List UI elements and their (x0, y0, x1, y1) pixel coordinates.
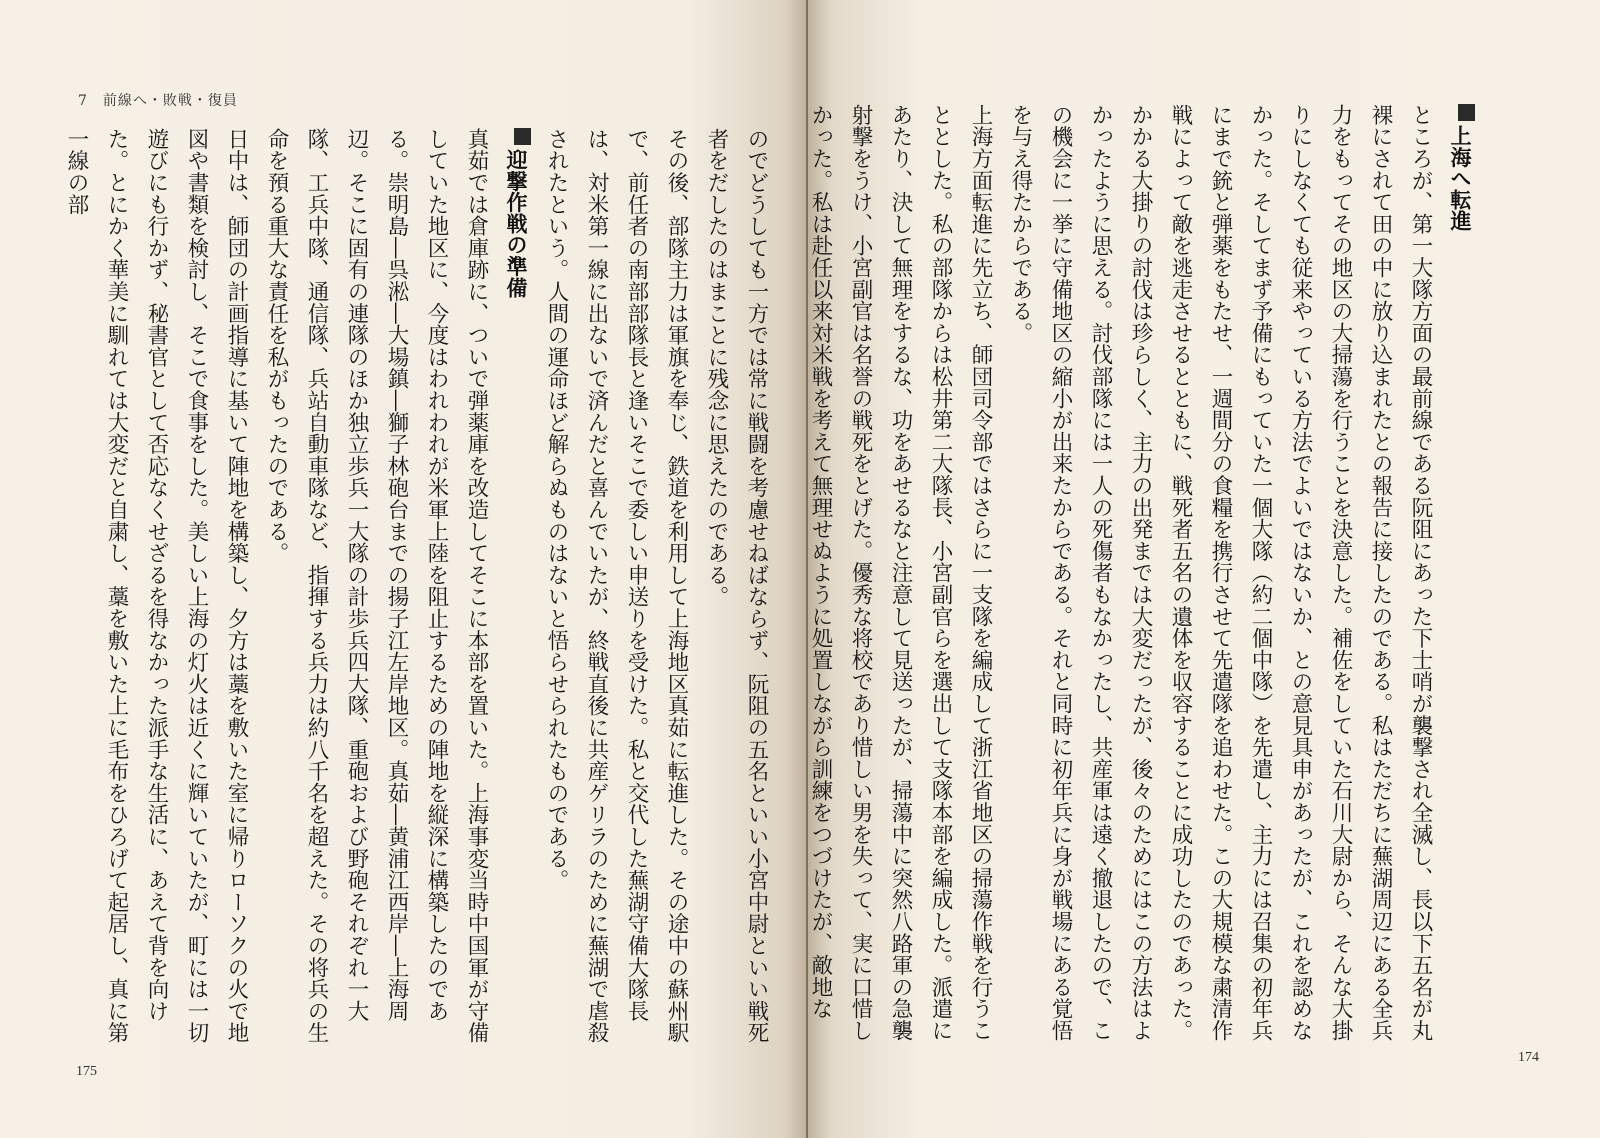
left-page-text (56, 128, 776, 1058)
paragraph: 日中は、師団の計画指導に基いて陣地を構築し、夕方は藁を敷いた室に帰りローソクの火で地図や書類を検討し、そこで食事をした。美しい上海の灯火は近くに輝いていたが、町には一切遊びにも行かず、秘書官として否応なくせざるを得なかった派手な生活に、あえて背を向けた。とにかく華美に馴れては大変だと自粛し、藁を敷いた上に毛布をひろげて起居し、真に第一線の部 (64, 128, 249, 1044)
paragraph: のでどうしても一方では常に戦闘を考慮せねばならず、阮阻の五名といい小宮中尉といい戦死者をだしたのはまことに残念に思えたのである。 (704, 128, 769, 1044)
section-heading (496, 128, 536, 1058)
paragraph: 上海方面転進に先立ち、師団司令部ではさらに一支隊を編成して浙江省地区の掃蕩作戦を行うこととした。私の部隊からは松井第二大隊長、小宮副官らを選出して支隊本部を編成した。派遣にあたり、決して無理をするな、功をあせるなと注意して見送ったが、掃蕩中に突然八路軍の急襲射撃をうけ、小宮副官は名誉の戦死をとげた。優秀な将校であり惜しい男を失って、実に口惜しかった。私は赴任以来対米戦を考えて無理せぬように処置しながら訓練をつづけたが、敵地な (808, 104, 993, 1042)
section-heading (1440, 104, 1480, 1044)
section-heading-text: 迎撃作戦の準備 (504, 149, 528, 299)
page-number: 175 (76, 1064, 97, 1079)
square-bullet-icon (1458, 104, 1475, 121)
section-heading-text: 上海へ転進 (1448, 125, 1472, 232)
paragraph: その後、部隊主力は軍旗を奉じ、鉄道を利用して上海地区真茹に転進した。その途中の蘇州駅で、前任者の南部部隊長と逢いそこで委しい申送りを受けた。私と交代した蕪湖守備大隊長は、対米第一線に出ないで済んだと喜んでいたが、終戦直後に共産ゲリラのために蕪湖で虐殺されたという。人間の運命ほど解らぬものはないと悟らせられたものである。 (544, 128, 689, 1044)
paragraph: 真茹では倉庫跡に、ついで弾薬庫を改造してそこに本部を置いた。上海事変当時中国軍が守備していた地区に、今度はわれわれが米軍上陸を阻止するための陣地を縦深に構築したのである。崇明島―呉淞―大場鎮―獅子林砲台までの揚子江左岸地区。真茹―黄浦江西岸―上海周辺。そこに固有の連隊のほか独立歩兵一大隊の計歩兵四大隊、重砲および野砲それぞれ一大隊、工兵中隊、通信隊、兵站自動車隊など、指揮する兵力は約八千名を超えた。その将兵の生命を預る重大な責任を私がもったのである。 (264, 128, 489, 1044)
square-bullet-icon (514, 128, 531, 145)
right-page-text (808, 104, 1480, 1044)
running-head: 7 前線へ・敗戦・復員 (78, 93, 238, 109)
page-number: 174 (1518, 1050, 1539, 1065)
paragraph: ところが、第一大隊方面の最前線である阮阻にあった下士哨が襲撃され全滅し、長以下五名が丸裸にされて田の中に放り込まれたとの報告に接したのである。私はただちに蕪湖周辺にある全兵力をもってその地区の大掃蕩を行うことを決意した。補佐をしていた石川大尉から、そんな大掛りにしなくても従来やっている方法でよいではないか、との意見具申があったが、これを認めなかった。そしてまず予備にもっていた一個大隊（約二個中隊）を先遣し、主力には召集の初年兵にまで銃と弾薬をもたせ、一週間分の食糧を携行させて先遣隊を追わせた。この大規模な粛清作戦によって敵を逃走させるとともに、戦死者五名の遺体を収容することに成功したのであった。かかる大掛りの討伐は珍らしく、主力の出発までは大変だったが、後々のためにはこの方法はよかったように思える。討伐部隊には一人の死傷者もなかったし、共産軍は遠く撤退したので、この機会に一挙に守備地区の縮小が出来たからである。それと同時に初年兵に身が戦場にある覚悟を与え得たからである。 (1008, 104, 1433, 1042)
